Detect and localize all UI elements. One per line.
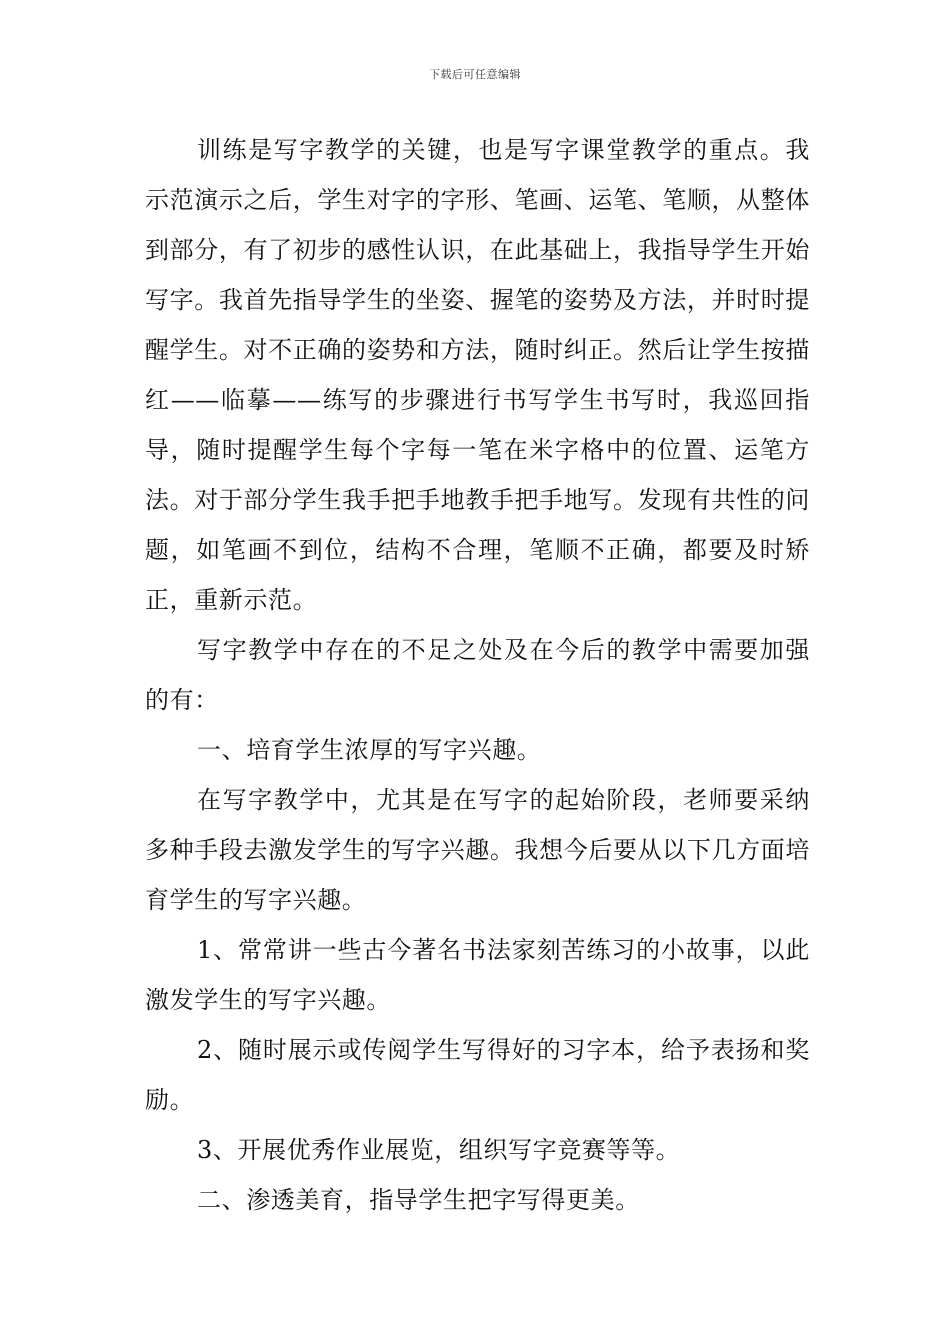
heading-aesthetic-education: 二、渗透美育，指导学生把字写得更美。 [197,1186,640,1214]
header-note: 下载后可任意编辑 [429,68,521,81]
list-item-3: 3、开展优秀作业展览，组织写字竞赛等等。 [197,1136,681,1164]
paragraph-shortcomings: 写字教学中存在的不足之处及在今后的教学中需要加强的有： [145,636,810,714]
paragraph-interest-methods: 在写字教学中，尤其是在写字的起始阶段，老师要采纳多种手段去激发学生的写字兴趣。我想今后要从以下几方面培育学生的写字兴趣。 [145,786,810,914]
list-item-1: 1、常常讲一些古今著名书法家刻苦练习的小故事，以此激发学生的写字兴趣。 [145,936,810,1014]
list-item-2: 2、随时展示或传阅学生写得好的习字本，给予表扬和奖励。 [145,1036,810,1114]
heading-cultivate-interest: 一、培育学生浓厚的写字兴趣。 [197,736,542,764]
paragraph-training: 训练是写字教学的关键，也是写字课堂教学的重点。我示范演示之后，学生对字的字形、笔画、运笔、笔顺，从整体到部分，有了初步的感性认识，在此基础上，我指导学生开始写字。我首先指导学生的坐姿、握笔的姿势及方法，并时时提醒学生。对不正确的姿势和方法，随时纠正。然后让学生按描红——临摹——练写的步骤进行书写学生书写时，我巡回指导，随时提醒学生每个字每一笔在米字格中的位置、运笔方法。对于部分学生我手把手地教手把手地写。发现有共性的问题，如笔画不到位，结构不合理，笔顺不正确，都要及时矫正，重新示范。 [145,136,810,614]
document-body [145,125,810,1225]
